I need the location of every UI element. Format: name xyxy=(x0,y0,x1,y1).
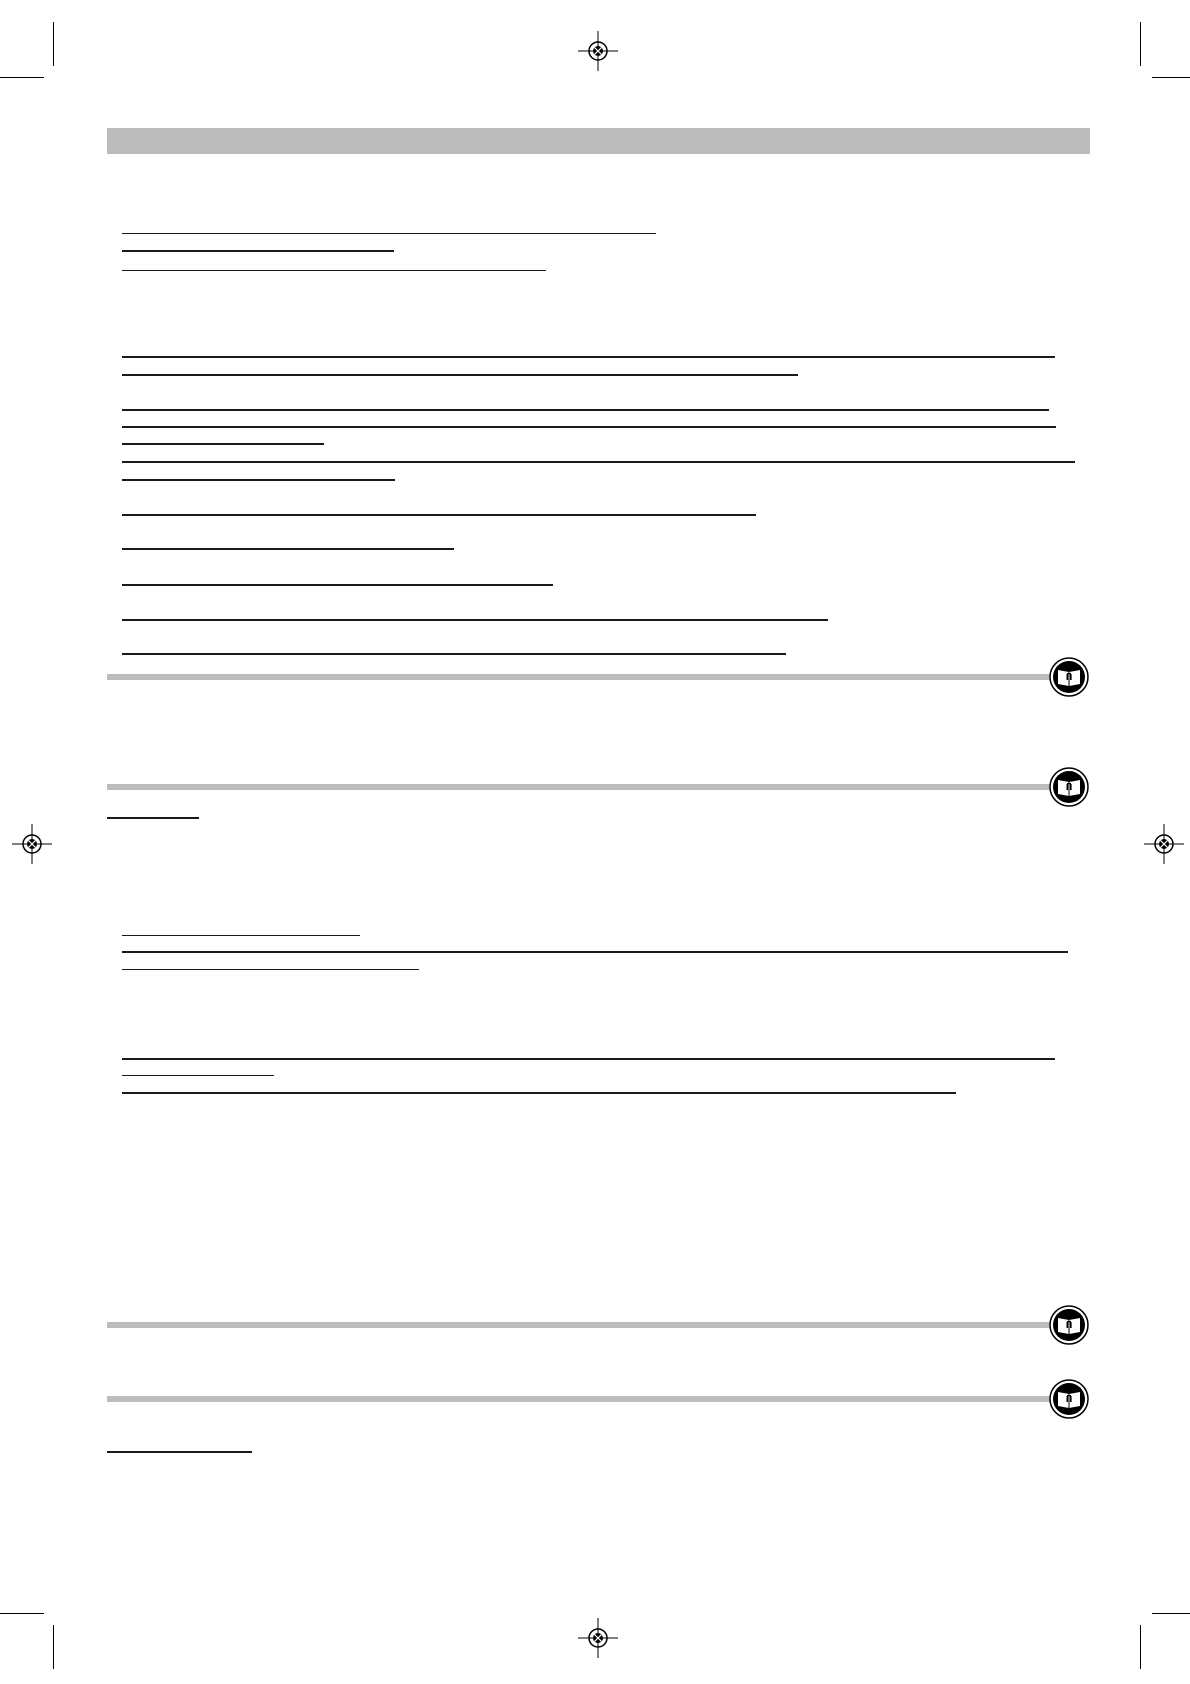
crop-mark-bottom-left-vertical xyxy=(53,1625,54,1669)
text-line xyxy=(122,426,1056,428)
registration-mark-icon xyxy=(12,824,52,864)
read-manual-book-icon xyxy=(1049,657,1089,697)
read-manual-book-icon xyxy=(1049,1305,1089,1345)
text-line xyxy=(122,969,419,970)
read-manual-book-icon xyxy=(1049,767,1089,807)
crop-mark-top-left-horizontal xyxy=(0,77,44,78)
text-line xyxy=(122,619,828,621)
text-line xyxy=(122,356,1055,358)
section-separator xyxy=(107,784,1052,790)
text-line xyxy=(122,443,324,445)
registration-mark-icon xyxy=(578,1618,618,1658)
text-line xyxy=(122,270,546,271)
section-separator xyxy=(107,1396,1052,1402)
text-line xyxy=(122,461,1075,463)
text-line xyxy=(122,1075,274,1076)
text-line xyxy=(122,250,394,252)
crop-mark-top-left-vertical xyxy=(53,22,54,66)
crop-mark-top-right-horizontal xyxy=(1152,77,1190,78)
crop-mark-bottom-right-vertical xyxy=(1140,1625,1141,1669)
section-separator xyxy=(107,674,1052,680)
text-line xyxy=(122,514,756,516)
text-line xyxy=(122,1092,956,1094)
text-line xyxy=(122,935,360,936)
header-bar xyxy=(107,128,1090,154)
text-line xyxy=(122,548,454,550)
text-line xyxy=(122,374,798,376)
crop-mark-bottom-right-horizontal xyxy=(1152,1613,1190,1614)
subheading-underline xyxy=(107,817,199,819)
text-line xyxy=(122,233,656,234)
registration-mark-icon xyxy=(1144,824,1184,864)
section-separator xyxy=(107,1322,1052,1328)
text-line xyxy=(122,653,786,655)
text-line xyxy=(122,951,1068,953)
subheading-underline xyxy=(107,1451,252,1453)
text-line xyxy=(122,584,553,586)
registration-mark-icon xyxy=(578,31,618,71)
text-line xyxy=(122,479,395,481)
text-line xyxy=(122,409,1049,411)
text-line xyxy=(122,1058,1055,1060)
crop-mark-top-right-vertical xyxy=(1140,22,1141,66)
read-manual-book-icon xyxy=(1049,1379,1089,1419)
crop-mark-bottom-left-horizontal xyxy=(0,1613,44,1614)
